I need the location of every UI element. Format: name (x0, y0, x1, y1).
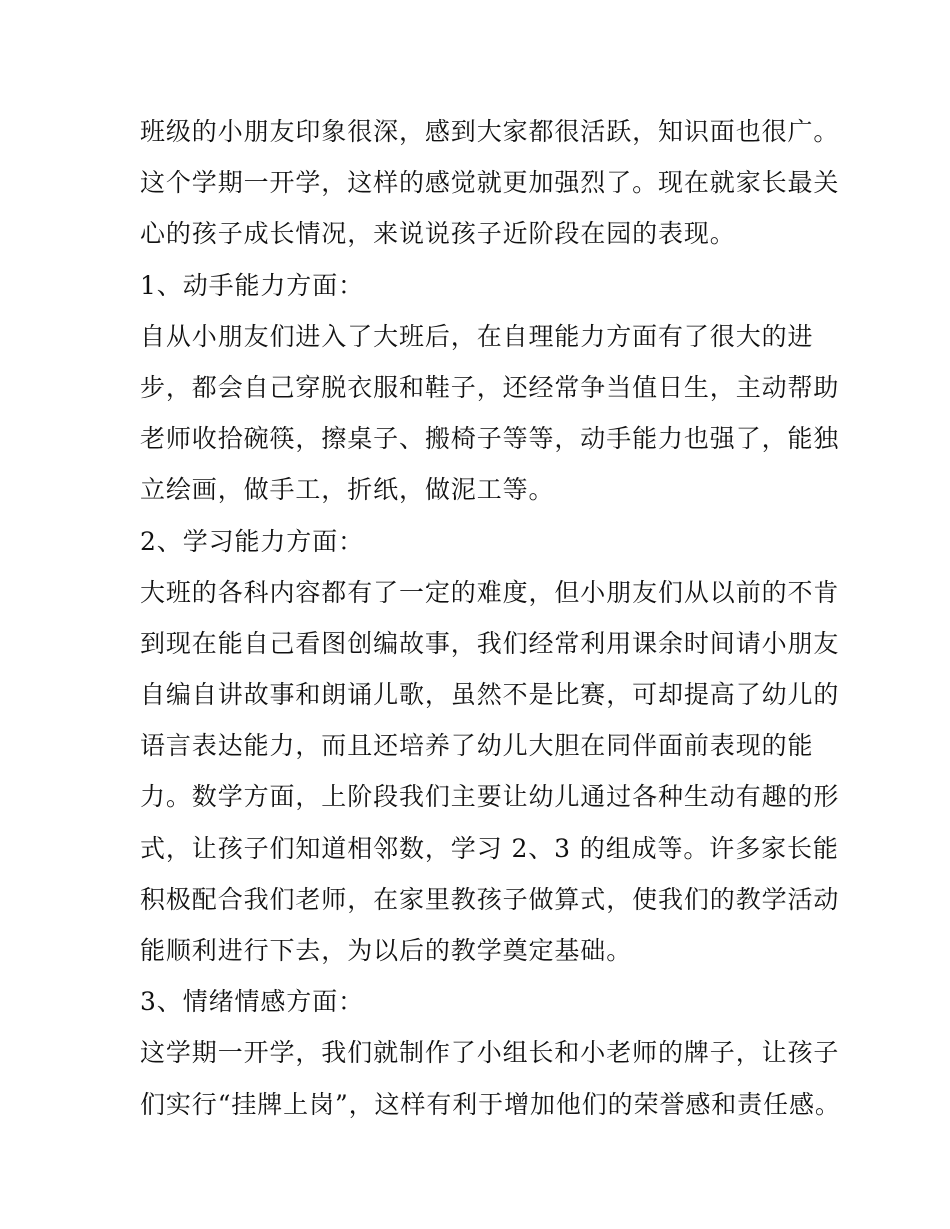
text-line: 步，都会自己穿脱衣服和鞋子，还经常争当值日生，主动帮助 (140, 372, 840, 402)
section-heading: 3、情绪情感方面： (140, 987, 365, 1017)
text-line: 自从小朋友们进入了大班后，在自理能力方面有了很大的进 (140, 321, 814, 351)
text-line: 力。数学方面，上阶段我们主要让幼儿通过各种生动有趣的形 (140, 782, 840, 812)
text-line: 式，让孩子们知道相邻数，学习 2、3 的组成等。许多家长能 (140, 833, 839, 863)
text-line: 能顺利进行下去，为以后的教学奠定基础。 (140, 936, 633, 965)
body-text (140, 106, 841, 1130)
text-line: 立绘画，做手工，折纸，做泥工等。 (140, 475, 555, 505)
text-line: 老师收拾碗筷，擦桌子、搬椅子等等，动手能力也强了，能独 (140, 424, 840, 454)
text-line: 积极配合我们老师，在家里教孩子做算式，使我们的教学活动 (140, 884, 840, 914)
text-line: 语言表达能力，而且还培养了幼儿大胆在同伴面前表现的能 (140, 731, 814, 761)
section-heading: 2、学习能力方面： (140, 526, 365, 556)
section-heading: 1、动手能力方面： (140, 270, 365, 300)
text-line: 大班的各科内容都有了一定的难度，但小朋友们从以前的不肯 (140, 577, 840, 607)
text-line: 班级的小朋友印象很深，感到大家都很活跃，知识面也很广。 (140, 117, 840, 146)
text-line: 们实行“挂牌上岗”，这样有利于增加他们的荣誉感和责任感。 (140, 1089, 841, 1119)
text-line: 到现在能自己看图创编故事，我们经常利用课余时间请小朋友 (140, 628, 840, 658)
text-line: 心的孩子成长情况，来说说孩子近阶段在园的表现。 (140, 219, 736, 249)
text-line: 这个学期一开学，这样的感觉就更加强烈了。现在就家长最关 (140, 168, 840, 198)
text-line: 这学期一开学，我们就制作了小组长和小老师的牌子，让孩子 (140, 1038, 840, 1068)
text-line: 自编自讲故事和朗诵儿歌，虽然不是比赛，可却提高了幼儿的 (140, 680, 840, 710)
